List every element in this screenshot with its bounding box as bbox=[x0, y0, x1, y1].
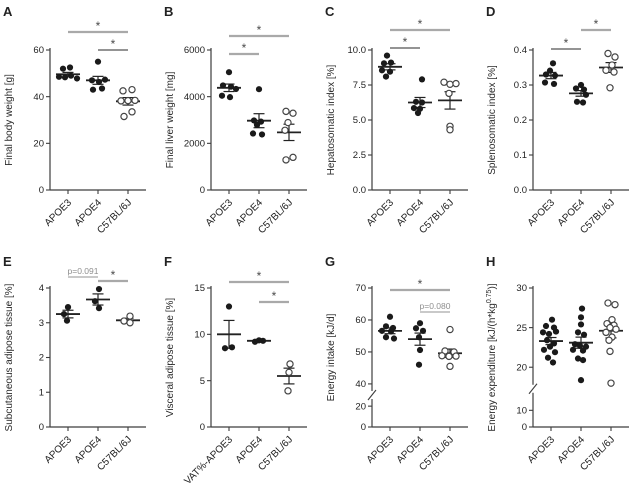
data-point bbox=[259, 131, 265, 137]
group-C57BL/6J bbox=[438, 79, 462, 133]
x-tick-label: APOE4 bbox=[394, 197, 427, 229]
panel-C bbox=[322, 0, 483, 250]
data-point bbox=[96, 79, 102, 85]
data-point bbox=[540, 329, 546, 335]
data-point bbox=[413, 325, 419, 331]
data-point bbox=[547, 344, 553, 350]
y-tick-label: 2.5 bbox=[352, 150, 366, 162]
data-point bbox=[603, 67, 609, 73]
data-point bbox=[229, 344, 235, 350]
panel-letter: H bbox=[486, 254, 496, 269]
group-APOE3 bbox=[539, 317, 563, 366]
panel-letter: D bbox=[486, 4, 496, 19]
group-VAT%-APOE3 bbox=[217, 303, 241, 351]
y-tick-label: 60 bbox=[33, 45, 44, 57]
significance-star: * bbox=[271, 289, 277, 303]
y-tick-label: 15 bbox=[194, 283, 205, 295]
data-point bbox=[583, 92, 589, 98]
data-point bbox=[446, 90, 452, 96]
data-point bbox=[132, 97, 138, 103]
data-point bbox=[611, 69, 617, 75]
data-point bbox=[578, 321, 584, 327]
x-tick-label: C57BL/6J bbox=[95, 434, 135, 474]
data-point bbox=[89, 77, 95, 83]
panel-letter: B bbox=[164, 4, 174, 19]
y-tick-label: 10 bbox=[194, 329, 205, 341]
y-tick-label: 40 bbox=[33, 91, 44, 103]
data-point bbox=[129, 109, 135, 115]
data-point bbox=[420, 328, 426, 334]
data-point bbox=[290, 154, 296, 160]
x-tick-label: APOE3 bbox=[203, 197, 236, 229]
group-C57BL/6J bbox=[438, 326, 462, 369]
data-point bbox=[120, 88, 126, 94]
data-point bbox=[99, 85, 105, 91]
group-APOE3 bbox=[378, 314, 402, 342]
data-point bbox=[612, 302, 618, 308]
data-point bbox=[612, 54, 618, 60]
data-point bbox=[553, 328, 559, 334]
data-point bbox=[541, 347, 547, 353]
x-tick-label: APOE3 bbox=[42, 197, 75, 229]
x-tick-label: APOE3 bbox=[525, 197, 558, 229]
y-tick-label: 4 bbox=[38, 283, 44, 295]
data-point bbox=[96, 305, 102, 311]
y-tick-label: 0 bbox=[199, 422, 205, 434]
data-point bbox=[447, 81, 453, 87]
panel-F bbox=[161, 250, 322, 500]
data-point bbox=[56, 74, 62, 80]
group-APOE4 bbox=[408, 320, 432, 368]
panel-letter: E bbox=[3, 254, 12, 269]
y-tick-label: 2000 bbox=[183, 138, 205, 150]
y-tick-label: 4000 bbox=[183, 91, 205, 103]
data-point bbox=[102, 77, 108, 83]
data-point bbox=[581, 332, 587, 338]
axis-break-mark bbox=[529, 384, 537, 394]
data-point bbox=[286, 369, 292, 375]
data-point bbox=[118, 98, 124, 104]
data-point bbox=[417, 347, 423, 353]
group-C57BL/6J bbox=[599, 50, 623, 91]
y-axis-title: Energy expenditure $[kJ/(h*kg^{0.75})]$ bbox=[486, 283, 498, 432]
group-C57BL/6J bbox=[277, 108, 301, 163]
data-point bbox=[447, 127, 453, 133]
y-tick-label: 60 bbox=[355, 315, 366, 327]
panel-E bbox=[0, 250, 161, 500]
x-tick-label: APOE3 bbox=[42, 434, 75, 466]
y-tick-label: 0.0 bbox=[352, 185, 366, 197]
data-point bbox=[413, 99, 419, 105]
data-point bbox=[613, 326, 619, 332]
significance-star: * bbox=[402, 35, 408, 49]
y-tick-label: 7.5 bbox=[352, 80, 366, 92]
data-point bbox=[411, 105, 417, 111]
panel-D-chart bbox=[483, 0, 644, 250]
data-point bbox=[127, 313, 133, 319]
x-tick-label: APOE4 bbox=[233, 434, 266, 466]
group-APOE3 bbox=[56, 304, 80, 324]
panel-G bbox=[322, 250, 483, 500]
data-point bbox=[543, 71, 549, 77]
x-tick-label: APOE3 bbox=[364, 197, 397, 229]
data-point bbox=[415, 110, 421, 116]
significance-star: * bbox=[110, 268, 116, 282]
data-point bbox=[127, 320, 133, 326]
y-axis-title: Splenosomatic index [%] bbox=[487, 65, 498, 175]
data-point bbox=[290, 110, 296, 116]
panel-H bbox=[483, 250, 644, 500]
group-APOE4 bbox=[247, 86, 271, 137]
data-point bbox=[549, 317, 555, 323]
data-point bbox=[580, 357, 586, 363]
data-point bbox=[222, 345, 228, 351]
data-point bbox=[283, 108, 289, 114]
data-point bbox=[387, 69, 393, 75]
y-axis-title: Visceral adipose tissue [%] bbox=[165, 297, 176, 418]
group-C57BL/6J bbox=[599, 300, 623, 386]
data-point bbox=[227, 94, 233, 100]
data-point bbox=[552, 72, 558, 78]
y-tick-label: 20 bbox=[516, 362, 527, 374]
data-point bbox=[419, 99, 425, 105]
data-point bbox=[67, 64, 73, 70]
data-point bbox=[573, 85, 579, 91]
y-axis-title: Final liver weight [mg] bbox=[165, 71, 176, 169]
data-point bbox=[96, 286, 102, 292]
panel-H-chart bbox=[483, 250, 644, 500]
data-point bbox=[552, 349, 558, 355]
data-point bbox=[607, 85, 613, 91]
y-tick-label: 0.3 bbox=[513, 80, 527, 92]
x-tick-label: APOE4 bbox=[555, 434, 588, 466]
data-point bbox=[64, 318, 70, 324]
group-C57BL/6J bbox=[116, 313, 140, 326]
data-point bbox=[226, 69, 232, 75]
significance-star: * bbox=[563, 36, 569, 50]
group-APOE4 bbox=[86, 59, 110, 93]
group-APOE4 bbox=[569, 82, 593, 106]
panel-E-chart bbox=[0, 250, 161, 500]
panel-letter: G bbox=[325, 254, 336, 269]
group-C57BL/6J bbox=[116, 87, 140, 120]
y-tick-label: 0.1 bbox=[513, 150, 527, 162]
data-point bbox=[285, 119, 291, 125]
x-tick-label: C57BL/6J bbox=[578, 434, 618, 474]
data-point bbox=[603, 329, 609, 335]
y-tick-label: 10 bbox=[516, 405, 527, 417]
group-APOE3 bbox=[378, 53, 402, 80]
significance-p-value: p=0.080 bbox=[419, 301, 451, 311]
data-point bbox=[439, 353, 445, 359]
data-point bbox=[575, 329, 581, 335]
data-point bbox=[570, 347, 576, 353]
data-point bbox=[92, 298, 98, 304]
y-tick-label: 0 bbox=[38, 422, 44, 434]
group-APOE4 bbox=[86, 286, 110, 311]
x-tick-label: APOE3 bbox=[525, 434, 558, 466]
data-point bbox=[379, 67, 385, 73]
data-point bbox=[446, 353, 452, 359]
data-point bbox=[579, 305, 585, 311]
panel-B bbox=[161, 0, 322, 250]
y-tick-label: 3 bbox=[38, 317, 44, 329]
data-point bbox=[233, 86, 239, 92]
y-tick-label: 0.4 bbox=[513, 45, 527, 57]
data-point bbox=[609, 62, 615, 68]
data-point bbox=[226, 303, 232, 309]
group-APOE3 bbox=[56, 64, 80, 81]
data-point bbox=[74, 75, 80, 81]
data-point bbox=[287, 361, 293, 367]
y-tick-label: 2 bbox=[38, 352, 44, 364]
data-point bbox=[544, 337, 550, 343]
data-point bbox=[383, 74, 389, 80]
data-point bbox=[61, 311, 67, 317]
group-C57BL/6J bbox=[277, 361, 301, 394]
data-point bbox=[260, 338, 266, 344]
data-point bbox=[285, 388, 291, 394]
data-point bbox=[387, 314, 393, 320]
data-point bbox=[605, 300, 611, 306]
data-point bbox=[62, 74, 68, 80]
significance-star: * bbox=[593, 17, 599, 31]
y-tick-label: 0.2 bbox=[513, 115, 527, 127]
data-point bbox=[220, 82, 226, 88]
x-tick-label: C57BL/6J bbox=[95, 197, 135, 237]
data-point bbox=[447, 363, 453, 369]
group-APOE4 bbox=[408, 76, 432, 116]
data-point bbox=[254, 122, 260, 128]
data-point bbox=[121, 113, 127, 119]
data-point bbox=[219, 93, 225, 99]
x-tick-label: APOE4 bbox=[72, 434, 105, 466]
significance-star: * bbox=[256, 269, 262, 283]
x-tick-label: APOE4 bbox=[72, 197, 105, 229]
group-APOE3 bbox=[217, 69, 241, 100]
group-APOE4 bbox=[247, 337, 271, 345]
significance-star: * bbox=[95, 19, 101, 33]
y-tick-label: 25 bbox=[516, 322, 527, 334]
panel-A bbox=[0, 0, 161, 250]
data-point bbox=[551, 81, 557, 87]
y-tick-label: 30 bbox=[516, 283, 527, 295]
y-axis-title: Energy intake [kJ/d] bbox=[326, 313, 337, 402]
y-tick-label: 20 bbox=[355, 401, 366, 413]
y-tick-label: 1 bbox=[38, 387, 44, 399]
y-tick-label: 5.0 bbox=[352, 115, 366, 127]
data-point bbox=[607, 348, 613, 354]
data-point bbox=[250, 130, 256, 136]
y-tick-label: 50 bbox=[355, 347, 366, 359]
x-tick-label: APOE3 bbox=[364, 434, 397, 466]
data-point bbox=[447, 326, 453, 332]
data-point bbox=[578, 314, 584, 320]
data-point bbox=[580, 99, 586, 105]
axis-break-mark bbox=[368, 390, 376, 400]
data-point bbox=[283, 157, 289, 163]
data-point bbox=[65, 304, 71, 310]
data-point bbox=[121, 318, 127, 324]
data-point bbox=[419, 76, 425, 82]
y-tick-label: 0 bbox=[521, 422, 527, 434]
significance-p-value: p=0.091 bbox=[67, 266, 99, 276]
x-tick-label: APOE4 bbox=[233, 197, 266, 229]
data-point bbox=[388, 328, 394, 334]
y-tick-label: 0 bbox=[360, 422, 366, 434]
y-axis-title: Hepatosomatic index [%] bbox=[326, 64, 337, 176]
x-tick-label: C57BL/6J bbox=[256, 197, 296, 237]
data-point bbox=[416, 362, 422, 368]
y-axis-title: Final body weight [g] bbox=[4, 74, 15, 166]
significance-star: * bbox=[417, 17, 423, 31]
data-point bbox=[546, 331, 552, 337]
x-tick-label: APOE4 bbox=[394, 434, 427, 466]
data-point bbox=[608, 380, 614, 386]
x-tick-label: C57BL/6J bbox=[417, 197, 457, 237]
panel-F-chart bbox=[161, 250, 322, 500]
panel-letter: A bbox=[3, 4, 13, 19]
y-tick-label: 40 bbox=[355, 379, 366, 391]
data-point bbox=[542, 79, 548, 85]
data-point bbox=[441, 79, 447, 85]
y-tick-label: 10.0 bbox=[347, 45, 366, 57]
data-point bbox=[578, 377, 584, 383]
data-point bbox=[453, 81, 459, 87]
data-point bbox=[60, 66, 66, 72]
data-point bbox=[550, 359, 556, 365]
x-tick-label: APOE4 bbox=[555, 197, 588, 229]
data-point bbox=[416, 334, 422, 340]
y-tick-label: 5 bbox=[199, 375, 205, 387]
data-point bbox=[391, 335, 397, 341]
y-tick-label: 6000 bbox=[183, 45, 205, 57]
significance-star: * bbox=[256, 23, 262, 37]
panel-G-chart bbox=[322, 250, 483, 500]
data-point bbox=[90, 87, 96, 93]
data-point bbox=[384, 53, 390, 59]
y-tick-label: 20 bbox=[33, 138, 44, 150]
significance-star: * bbox=[417, 277, 423, 291]
data-point bbox=[383, 334, 389, 340]
data-point bbox=[574, 99, 580, 105]
panel-letter: C bbox=[325, 4, 335, 19]
y-axis-title: Subcutaneous adipose tissue [%] bbox=[4, 283, 15, 432]
significance-star: * bbox=[241, 41, 247, 55]
x-tick-label: C57BL/6J bbox=[256, 434, 296, 474]
data-point bbox=[417, 320, 423, 326]
panel-B-chart bbox=[161, 0, 322, 250]
data-point bbox=[388, 60, 394, 66]
data-point bbox=[129, 87, 135, 93]
data-point bbox=[453, 353, 459, 359]
data-point bbox=[256, 86, 262, 92]
y-tick-label: 70 bbox=[355, 283, 366, 295]
y-tick-label: 0.0 bbox=[513, 185, 527, 197]
data-point bbox=[543, 323, 549, 329]
data-point bbox=[606, 337, 612, 343]
data-point bbox=[68, 73, 74, 79]
data-point bbox=[550, 60, 556, 66]
significance-star: * bbox=[110, 37, 116, 51]
y-tick-label: 0 bbox=[38, 185, 44, 197]
data-point bbox=[580, 347, 586, 353]
data-point bbox=[95, 59, 101, 65]
x-tick-label: VAT%-APOE3 bbox=[182, 434, 236, 488]
data-point bbox=[282, 127, 288, 133]
x-tick-label: C57BL/6J bbox=[578, 197, 618, 237]
panel-letter: F bbox=[164, 254, 172, 269]
data-point bbox=[379, 328, 385, 334]
data-point bbox=[605, 50, 611, 56]
data-point bbox=[125, 98, 131, 104]
group-APOE4 bbox=[569, 305, 593, 383]
group-APOE3 bbox=[539, 60, 563, 87]
x-tick-label: C57BL/6J bbox=[417, 434, 457, 474]
data-point bbox=[545, 355, 551, 361]
data-point bbox=[381, 60, 387, 66]
panel-D bbox=[483, 0, 644, 250]
panel-A-chart bbox=[0, 0, 161, 250]
y-tick-label: 0 bbox=[199, 185, 205, 197]
panel-C-chart bbox=[322, 0, 483, 250]
